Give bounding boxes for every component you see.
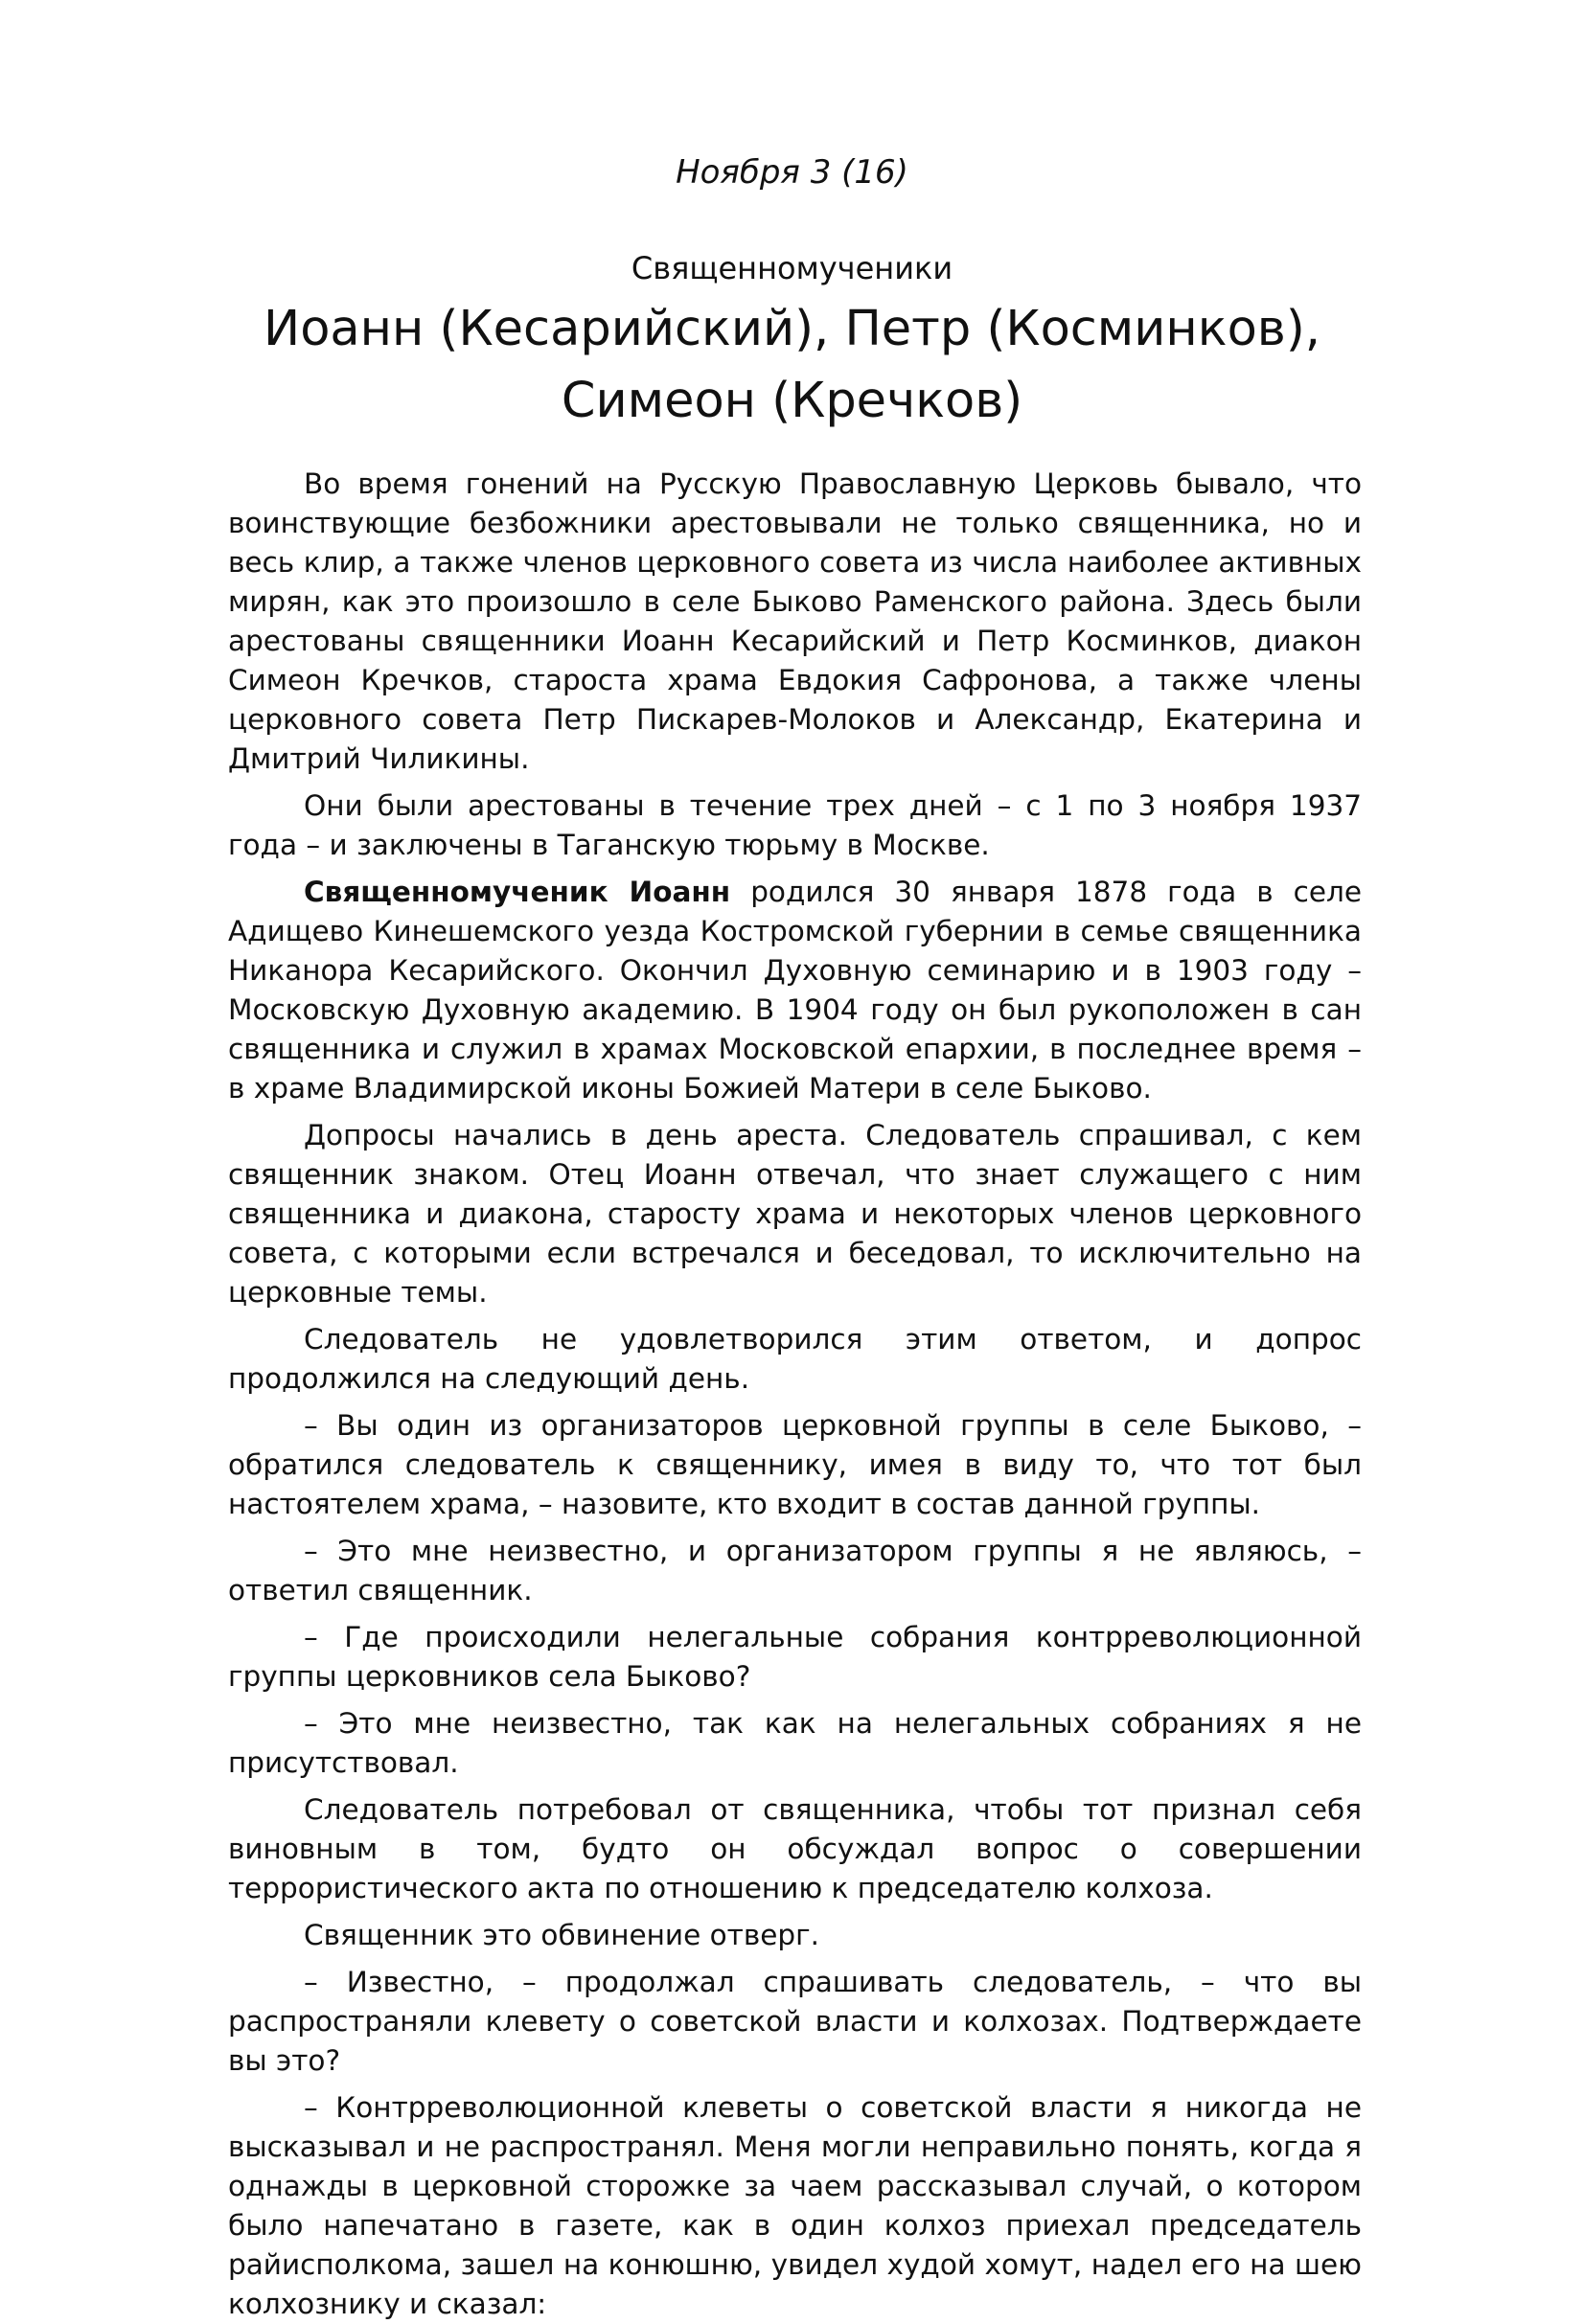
- paragraph: – Где происходили нелегальные собрания контрреволюционной группы церковников села Быково?: [228, 1621, 1362, 1693]
- paragraph: Допросы начались в день ареста. Следователь спрашивал, с кем священник знаком. Отец Иоанн отвечал, что знает служащего с ним священника и диакона, старосту храма и некоторых членов церковного совета, с которыми если встречался и беседовал, то исключительно на церковные темы.: [228, 1119, 1362, 1309]
- paragraph: Следователь потребовал от священника, чтобы тот признал себя виновным в том, будто он обсуждал вопрос о совершении террористического акта по отношению к председателю колхоза.: [228, 1793, 1362, 1904]
- paragraph: Следователь не удовлетворился этим ответом, и допрос продолжился на следующий день.: [228, 1323, 1362, 1395]
- paragraph: – Вы один из организаторов церковной группы в селе Быково, – обратился следователь к священнику, имея в виду то, что тот был настоятелем храма, – назовите, кто входит в состав данной группы.: [228, 1409, 1362, 1520]
- paragraph: Священник это обвинение отверг.: [304, 1919, 820, 1951]
- paragraph: – Известно, – продолжал спрашивать следователь, – что вы распространяли клевету о советской власти и колхозах. Подтверждаете вы это?: [228, 1966, 1362, 2077]
- paragraph: Они были арестованы в течение трех дней – с 1 по 3 ноября 1937 года – и заключены в Таганскую тюрьму в Москве.: [228, 789, 1362, 861]
- subtitle-heading: Священномученики: [631, 250, 953, 286]
- bold-name: Священномученик Иоанн: [304, 876, 731, 908]
- date-heading: Ноября 3 (16): [676, 153, 908, 192]
- paragraph: Во время гонений на Русскую Православную Церковь бывало, что воинствующие безбожники арестовывали не только священника, но и весь клир, а также членов церковного совета из числа наиболее активных мирян, как это произошло в селе Быково Раменского района. Здесь были арестованы священники Иоанн Кесарийский и Петр Косминков, диакон Симеон Кречков, староста храма Евдокия Сафронова, а также члены церковного совета Петр Пискарев-Молоков и Александр, Екатерина и Дмитрий Чиликины.: [228, 467, 1362, 775]
- page-title: [0, 293, 1584, 437]
- paragraph: – Это мне неизвестно, и организатором группы я не являюсь, – ответил священник.: [228, 1535, 1362, 1606]
- paragraph: – Контрреволюционной клеветы о советской власти я никогда не высказывал и не распространял. Меня могли неправильно понять, когда я однажды в церковной сторожке за чаем рассказывал случай, о котором было напечатано в газете, как в один колхоз приехал председатель райисполкома, зашел на конюшню, увидел худой хомут, надел его на шею колхознику и сказал:: [228, 2091, 1362, 2320]
- body-text: [228, 465, 1362, 2324]
- paragraph: Священномученик Иоанн родился 30 января 1878 года в селе Адищево Кинешемского уезда Костромской губернии в семье священника Никанора Кесарийского. Окончил Духовную семинарию и в 1903 году – Московскую Духовную академию. В 1904 году он был рукоположен в сан священника и служил в храмах Московской епархии, в последнее время – в храме Владимирской иконы Божией Матери в селе Быково.: [228, 876, 1362, 1105]
- title-line-2: Симеон (Кречков): [561, 373, 1023, 429]
- paragraph: – Это мне неизвестно, так как на нелегальных собраниях я не присутствовал.: [228, 1707, 1362, 1779]
- title-line-1: Иоанн (Кесарийский), Петр (Косминков),: [264, 301, 1320, 357]
